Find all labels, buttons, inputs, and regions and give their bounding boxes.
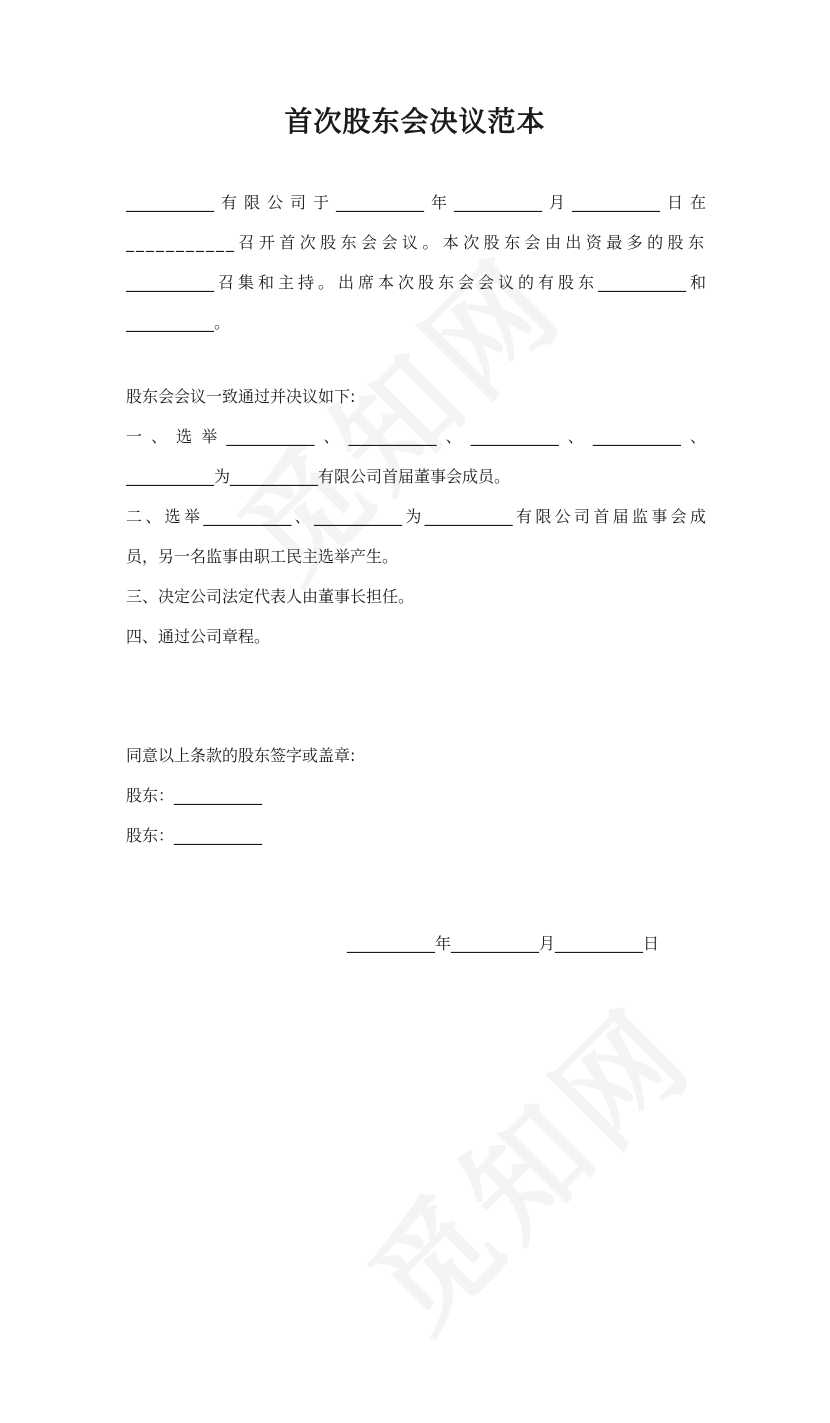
resolution-item-3: 三、决定公司法定代表人由董事长担任。 <box>126 587 415 606</box>
resolution-item-1-line-1: 一、选举___________、___________、___________、___________、 <box>126 427 706 446</box>
intro-line-1: ___________有限公司于___________年___________月___________日在 <box>126 193 706 212</box>
signature-section <box>126 736 706 856</box>
resolutions-heading: 股东会会议一致通过并决议如下: <box>126 387 356 406</box>
signature-heading: 同意以上条款的股东签字或盖章: <box>126 746 356 765</box>
resolution-item-2-line-1: 二、选举___________、___________为___________有限公司首届监事会成 <box>126 507 706 526</box>
intro-line-2: ___________召开首次股东会会议。本次股东会由出资最多的股东 <box>126 233 706 252</box>
intro-line-3: ___________召集和主持。出席本次股东会会议的有股东___________和 <box>126 273 706 292</box>
shareholder-signature-2: 股东：___________ <box>126 826 263 845</box>
intro-line-4: ___________。 <box>126 313 231 332</box>
resolution-item-2-line-2: 员，另一名监事由职工民主选举产生。 <box>126 547 399 566</box>
resolutions-section <box>126 377 706 657</box>
resolution-item-1-line-2: ___________为___________有限公司首届董事会成员。 <box>126 467 511 486</box>
shareholder-signature-1: 股东：___________ <box>126 786 263 805</box>
document-title: 首次股东会决议范本 <box>284 105 546 138</box>
intro-paragraph <box>126 183 706 343</box>
date-line: ___________年___________月___________日 <box>347 934 660 953</box>
resolution-item-4: 四、通过公司章程。 <box>126 627 271 646</box>
watermark-bottom <box>327 957 794 1423</box>
